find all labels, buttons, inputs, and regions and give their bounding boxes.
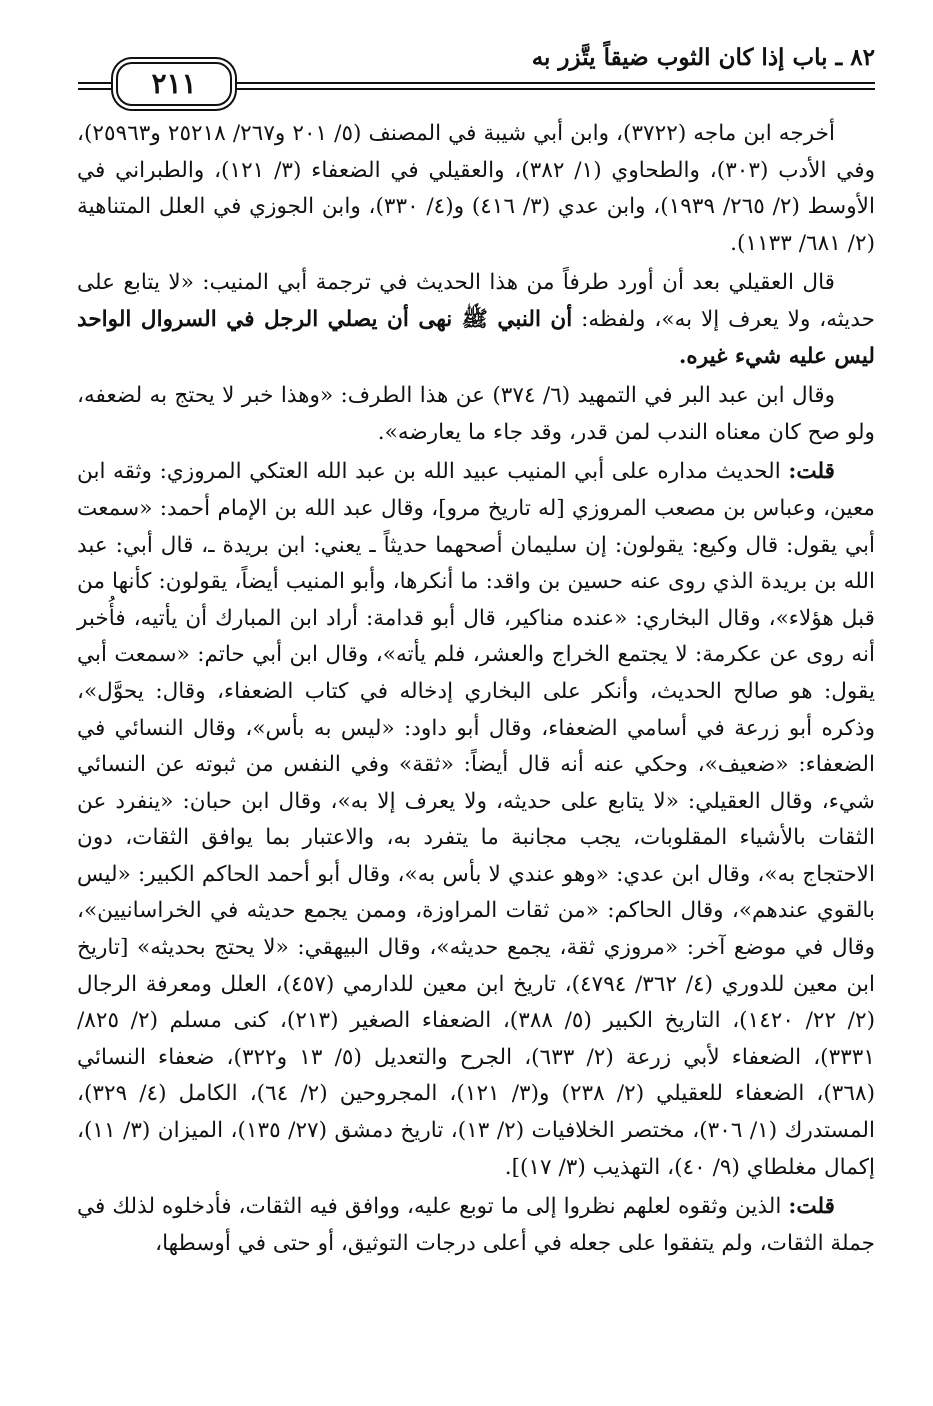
qultu-label: قلت:	[788, 1194, 835, 1220]
hadith-wording: أن النبي ﷺ نهى أن يصلي الرجل في السروال الواحد ليس عليه شيء غيره.	[77, 306, 875, 369]
paragraph-uqaili-intro: قال العقيلي بعد أن أورد طرفاً من هذا الحديث في ترجمة أبي المنيب: «لا يتابع على حديثه، ولا يعرف إلا به»، ولفظه:	[77, 270, 875, 332]
paragraph-narrator-discussion-text: الحديث مداره على أبي المنيب عبيد الله بن عبد الله العتكي المروزي: وثقه ابن معين، وعباس بن مصعب المروزي [له تاريخ مرو]، وقال عبد الله بن الإمام أحمد: «سمعت أبي يقول: قال وكيع: يقولون: إن سليمان أصحهما حديثاً ـ يعني: ابن بريدة ـ، قال أبي: عبد الله بن بريدة الذي روى عنه حسين بن واقد: ما أنكرها، وأبو المنيب أيضاً، يقولون: كأنها من قبل هؤلاء»، وقال البخاري: «عنده مناكير، قال أبو قدامة: أراد ابن المبارك أن يأتيه، فأُخبر أنه روى عن عكرمة: لا يجتمع الخراج والعشر، فلم يأته»، وقال ابن أبي حاتم: «سمعت أبي يقول: هو صالح الحديث، وأنكر على البخاري إدخاله في كتاب الضعفاء، وقال: يحوَّل»، وذكره أبو زرعة في أسامي الضعفاء، وقال أبو داود: «ليس به بأس»، وقال النسائي في الضعفاء: «ضعيف»، وحكي عنه أنه قال أيضاً: «ثقة» وفي النفس من ثبوته عن النسائي شيء، وقال العقيلي: «لا يتابع على حديثه، ولا يعرف إلا به»، وقال ابن حبان: «ينفرد عن الثقات بالأشياء المقلوبات، يجب مجانبة ما يتفرد به، والاعتبار بما يوافق الثقات، دون الاحتجاج به»، وقال ابن عدي: «وهو عندي لا بأس به»، وقال أبو أحمد الحاكم الكبير: «ليس بالقوي عندهم»، وقال الحاكم: «من ثقات المراوزة، وممن يجمع حديثه في الخراسانيين»، وقال في موضع آخر: «مروزي ثقة، يجمع حديثه»، وقال البيهقي: «لا يحتج بحديثه» [تاريخ ابن معين للدوري (٤/ ٣٦٢/ ٤٧٩٤)، تاريخ ابن معين للدارمي (٤٥٧)، العلل ومعرفة الرجال (٢/ ٢٢/ ١٤٢٠)، التاريخ الكبير (٥/ ٣٨٨)، الضعفاء الصغير (٢١٣)، كنى مسلم (٢/ ٨٢٥/ ٣٣٣١)، الضعفاء لأبي زرعة (٢/ ٦٣٣)، الجرح والتعديل (٥/ ١٣ و٣٢٢)، ضعفاء النسائي (٣٦٨)، الضعفاء للعقيلي (٢/ ٢٣٨) و(٣/ ١٢١)، المجروحين (٢/ ٦٤)، الكامل (٤/ ٣٢٩)، المستدرك (١/ ٣٠٦)، مختصر الخلافيات (٢/ ١٣)، تاريخ دمشق (٢٧/ ١٣٥)، الميزان (٣/ ١١)، إكمال مغلطاي (٩/ ٤٠)، التهذيب (٣/ ١٧)].	[77, 459, 876, 1180]
page-header	[78, 40, 875, 100]
running-title: ٨٢ ـ باب إذا كان الثوب ضيقاً يتَّزر به	[531, 44, 875, 71]
paragraph-ibn-abd-al-barr: وقال ابن عبد البر في التمهيد (٦/ ٣٧٤) عن هذا الطرف: «وهذا خبر لا يحتج به لضعفه، ولو صح كان معناه الندب لمن قدر، وقد جاء ما يعارضه».	[77, 383, 875, 445]
page-number: ٢١١	[116, 62, 232, 106]
paragraph-conclusion-text: الذين وثقوه لعلهم نظروا إلى ما توبع عليه، ووافق فيه الثقات، فأدخلوه لذلك في جملة الثقات، ولم يتفقوا على جعله في أعلى درجات التوثيق، أو حتى في أوسطها،	[77, 1194, 875, 1256]
qultu-label: قلت:	[788, 459, 835, 485]
paragraph-conclusion	[77, 1189, 875, 1262]
body-text	[77, 116, 875, 1265]
paragraph-references: أخرجه ابن ماجه (٣٧٢٢)، وابن أبي شيبة في المصنف (٥/ ٢٠١ و٢٦٧/ ٢٥٢١٨ و٢٥٩٦٣)، وفي الأدب (٣٠٣)، والطحاوي (١/ ٣٨٢)، والعقيلي في الضعفاء (٣/ ١٢١)، والطبراني في الأوسط (٢/ ٢٦٥/ ١٩٣٩)، وابن عدي (٣/ ٤١٦) و(٤/ ٣٣٠)، وابن الجوزي في العلل المتناهية (٢/ ٦٨١/ ١١٣٣).	[77, 121, 876, 256]
paragraph-narrator-discussion	[77, 454, 875, 1186]
paragraph-uqaili	[77, 265, 875, 375]
